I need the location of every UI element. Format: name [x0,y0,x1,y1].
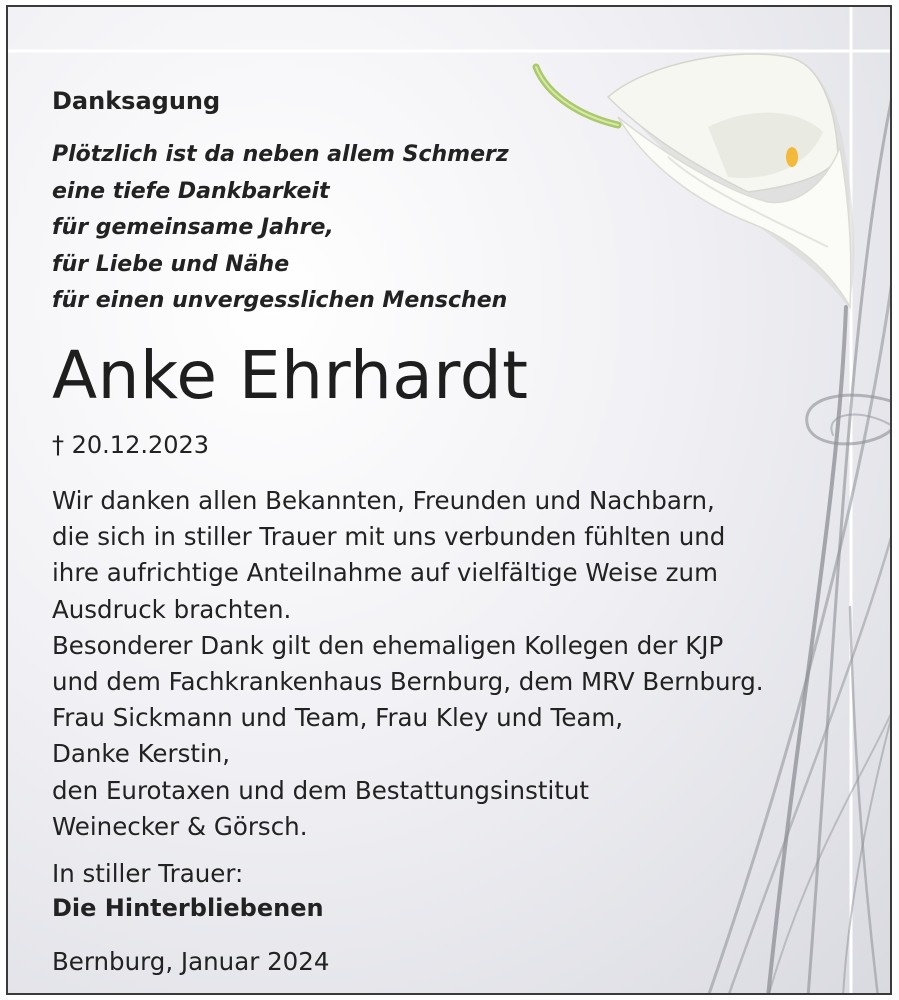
message-line: Ausdruck brachten. [52,594,292,624]
poem-line: Plötzlich ist da neben allem Schmerz [52,142,509,167]
poem-line: für Liebe und Nähe [52,251,290,277]
obituary-card [6,5,892,995]
message-line: Frau Sickmann und Team, Frau Kley und Team, [52,703,624,733]
poem-line: für gemeinsame Jahre, [52,215,334,240]
thanks-message [52,483,852,845]
mourners: Die Hinterbliebenen [52,894,324,922]
message-line: ihre aufrichtige Anteilnahme auf vielfältige Weise zum [52,558,718,588]
message-line: Danke Kerstin, [52,739,231,769]
deceased-name: Anke Ehrhardt [52,337,529,414]
message-line: die sich in stiller Trauer mit uns verbunden fühlten und [52,522,726,552]
message-line: den Eurotaxen und dem Bestattungsinstitut [52,775,590,805]
death-date: † 20.12.2023 [52,431,210,459]
notice-heading: Danksagung [52,87,221,115]
poem [52,137,509,320]
calla-lily-icon [536,54,854,307]
message-line: Wir danken allen Bekannten, Freunden und Nachbarn, [52,486,715,515]
message-line: Weinecker & Görsch. [52,811,308,841]
message-line: und dem Fachkrankenhaus Bernburg, dem MRV Bernburg. [52,667,764,697]
mourning-intro: In stiller Trauer: [52,859,244,888]
message-line: Besonderer Dank gilt den ehemaligen Kollegen der KJP [52,630,724,660]
place-date: Bernburg, Januar 2024 [52,947,330,976]
poem-line: eine tiefe Dankbarkeit [52,178,330,204]
poem-line: für einen unvergesslichen Menschen [52,288,508,313]
